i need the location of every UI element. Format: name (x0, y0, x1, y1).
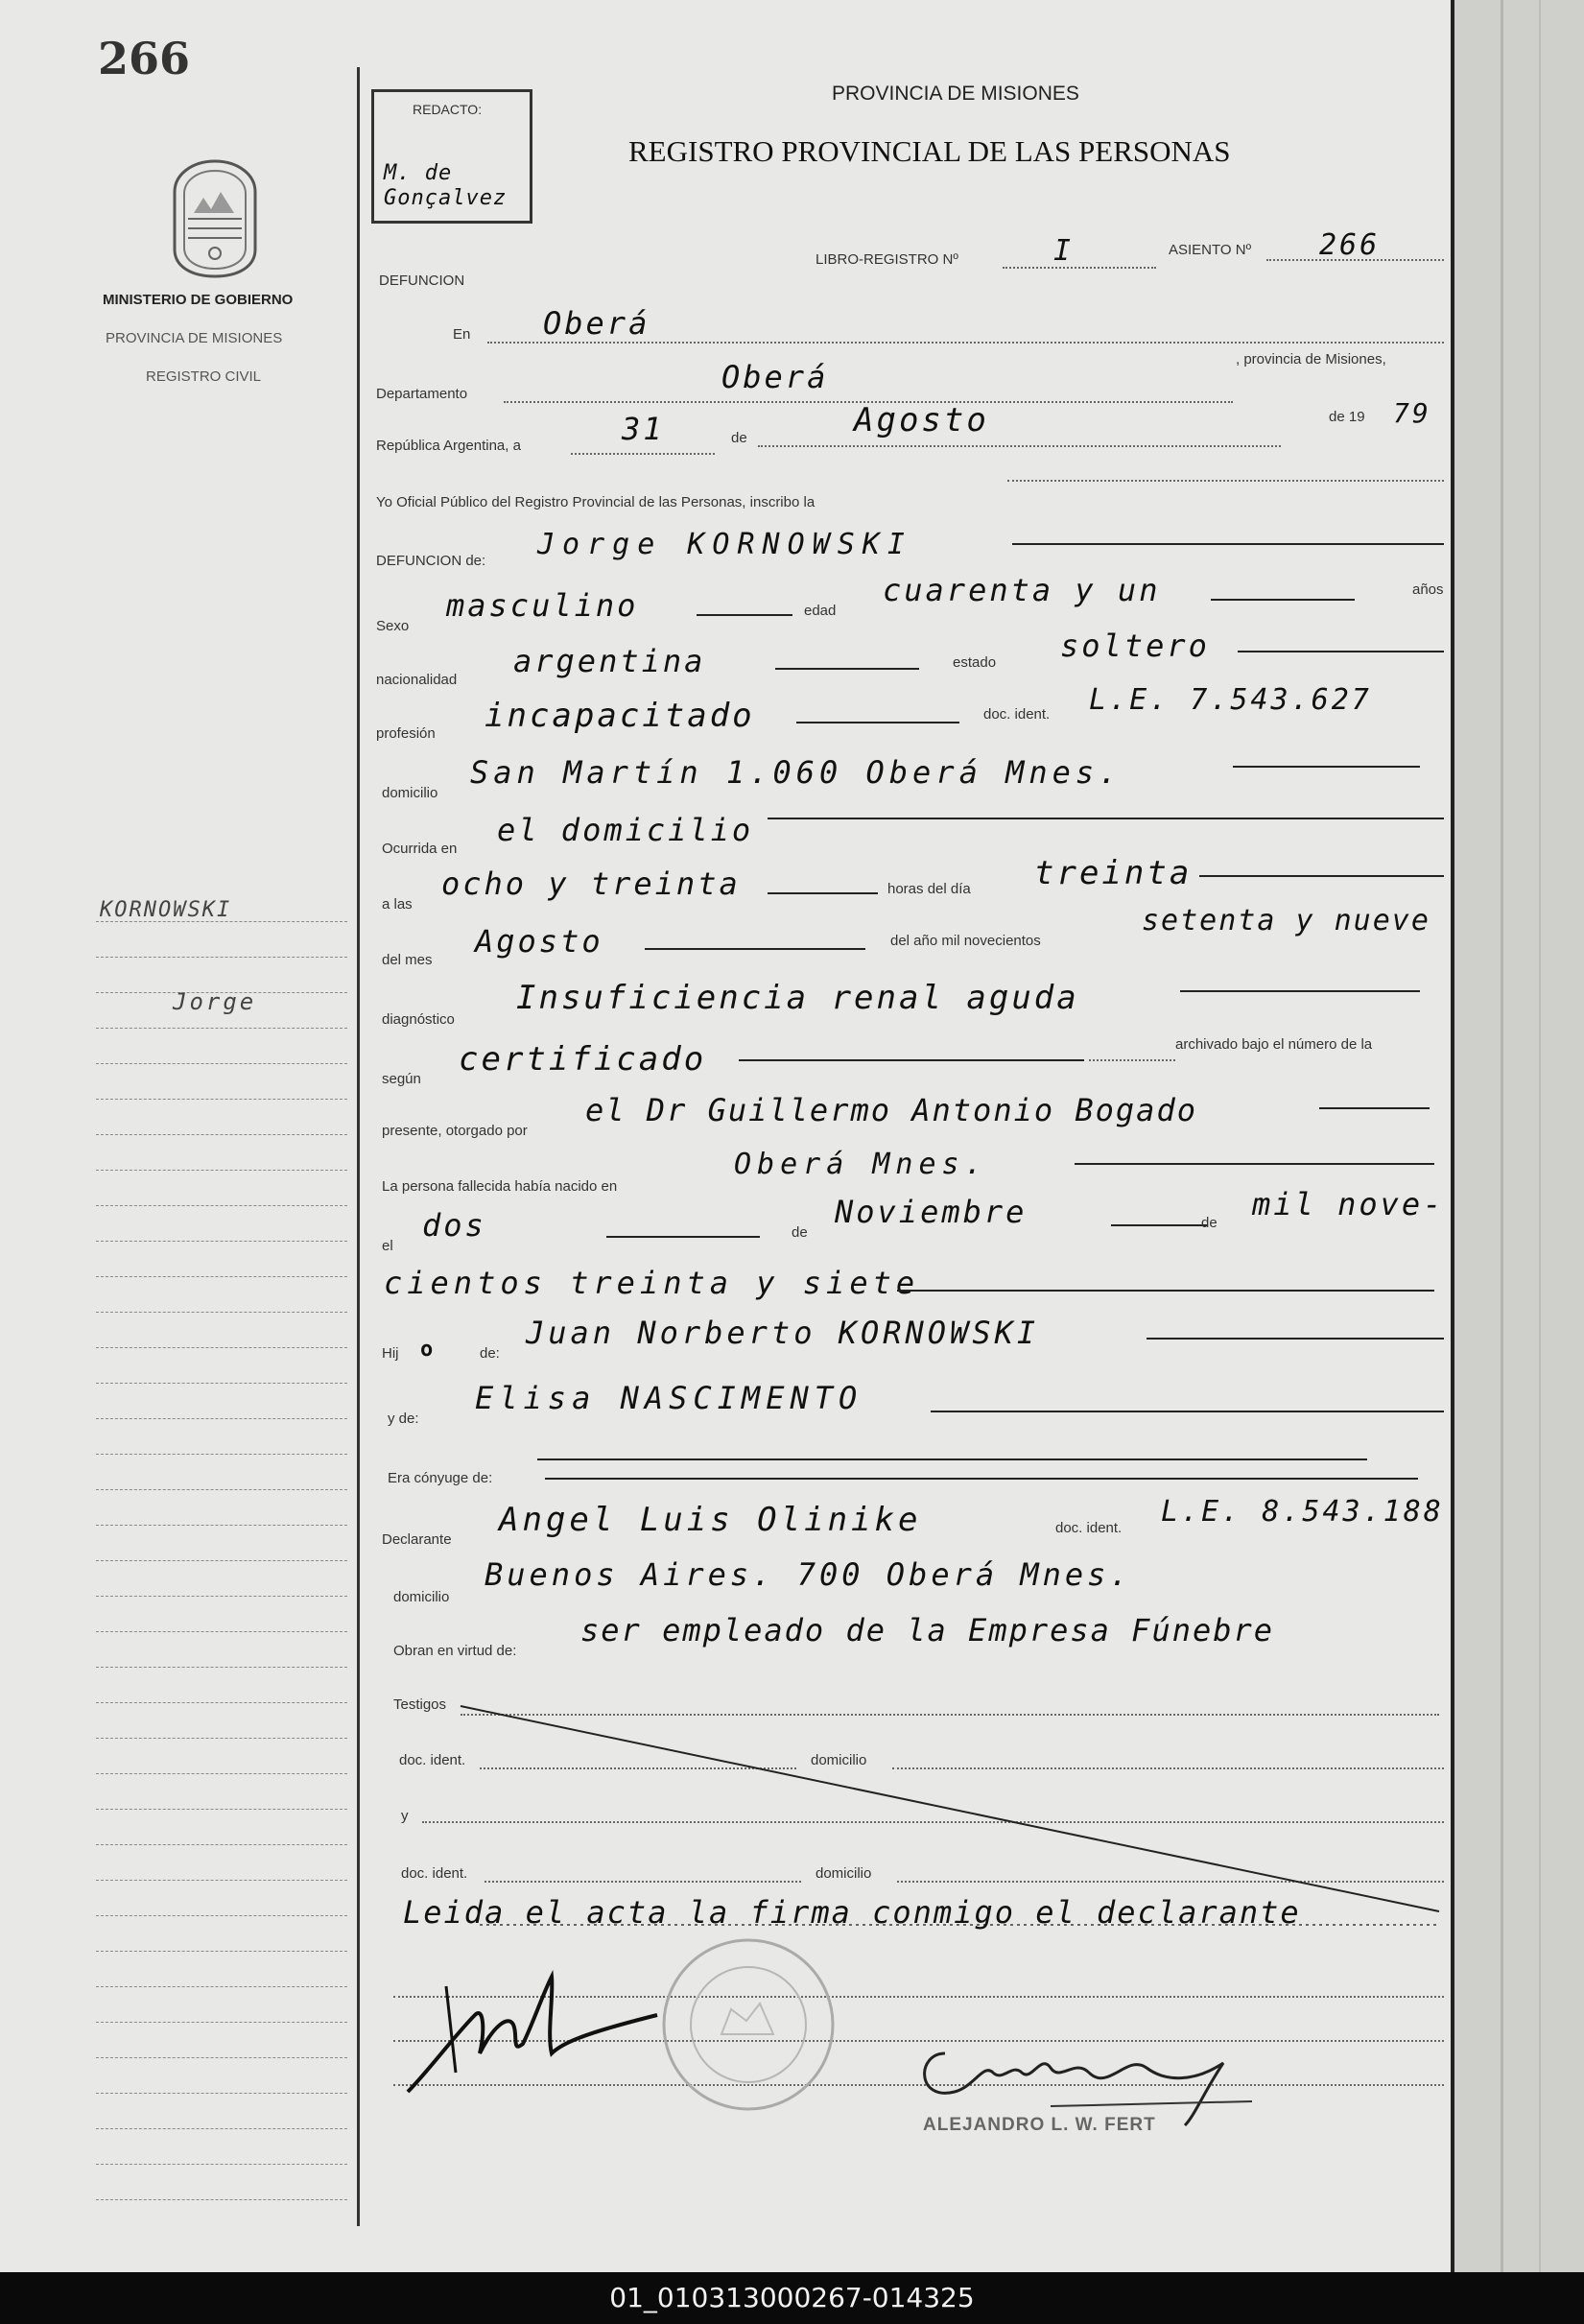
mes-label: del mes (382, 952, 433, 968)
doc-label: doc. ident. (983, 706, 1051, 723)
nacionalidad-label: nacionalidad (376, 672, 458, 688)
anio-value: setenta y nueve (1142, 904, 1430, 937)
doc2-label: doc. ident. (1055, 1520, 1123, 1536)
en-label: En (453, 326, 471, 343)
anos-label: años (1412, 581, 1444, 598)
diagnostico-label: diagnóstico (382, 1011, 455, 1028)
archivado-label: archivado bajo el número de la (1175, 1036, 1373, 1053)
hora-value: ocho y treinta (441, 866, 741, 902)
hijo-suffix: o (420, 1338, 437, 1362)
redacto-value: M. de Gonçalvez (384, 161, 508, 210)
month-value: Agosto (854, 401, 989, 439)
day-value: 31 (622, 411, 665, 447)
nacimiento-anio-cont: cientos treinta y siete (384, 1265, 920, 1301)
profesion-label: profesión (376, 725, 436, 742)
hijo-de-label: de: (480, 1345, 500, 1362)
provincia-suffix: , provincia de Misiones, (1236, 351, 1386, 368)
padre-value: Juan Norberto KORNOWSKI (526, 1315, 1040, 1351)
next-page-edge (1451, 0, 1584, 2272)
doc-value: L.E. 7.543.627 (1089, 683, 1372, 717)
declarant-signature (389, 1957, 667, 2101)
mes-value: Agosto (475, 923, 603, 960)
year-value: 79 (1393, 397, 1431, 429)
segun-label: según (382, 1071, 421, 1087)
madre-label: y de: (388, 1411, 419, 1427)
obran-value: ser empleado de la Empresa Fúnebre (580, 1612, 1275, 1648)
departamento-label: Departamento (376, 386, 468, 402)
official-stamp-name: ALEJANDRO L. W. FERT (923, 2115, 1156, 2135)
asiento-value: 266 (1319, 228, 1381, 262)
profesion-value: incapacitado (485, 697, 755, 735)
nacimiento-dia-value: dos (422, 1207, 486, 1244)
year-prefix: de 19 (1329, 409, 1365, 425)
nacido-label: La persona fallecida había nacido en (382, 1178, 618, 1195)
declarante-label: Declarante (382, 1531, 452, 1548)
anio-label: del año mil novecientos (890, 933, 1041, 949)
dia-value: treinta (1034, 854, 1193, 892)
republica-label: República Argentina, a (376, 438, 521, 454)
margin-given-name: Jorge (173, 988, 257, 1015)
margin-surname: KORNOWSKI (100, 898, 232, 922)
redacto-label: REDACTO: (413, 102, 483, 117)
diagnostico-value: Insuficiencia renal aguda (516, 979, 1079, 1017)
record-type-label: DEFUNCION (379, 273, 465, 289)
declarante-doc-value: L.E. 8.543.188 (1161, 1495, 1444, 1529)
doc4-label: doc. ident. (401, 1865, 468, 1882)
madre-value: Elisa NASCIMENTO (475, 1380, 863, 1416)
de-label: de (731, 430, 747, 446)
ocurrida-value: el domicilio (497, 812, 754, 848)
de2-label: de (792, 1224, 808, 1241)
ocurrida-label: Ocurrida en (382, 841, 458, 857)
medico-value: el Dr Guillermo Antonio Bogado (585, 1092, 1197, 1128)
nacimiento-anio-value: mil nove- (1252, 1186, 1445, 1222)
asiento-label: ASIENTO Nº (1169, 242, 1252, 258)
oficial-statement: Yo Oficial Público del Registro Provincial de las Personas, inscribo la (376, 494, 816, 510)
y-label: y (401, 1808, 409, 1824)
domicilio-label: domicilio (382, 785, 438, 801)
image-id-footer: 01_010313000267-014325 (0, 2272, 1584, 2324)
libro-label: LIBRO-REGISTRO Nº (816, 251, 958, 268)
declarante-domicilio-value: Buenos Aires. 700 Oberá Mnes. (485, 1556, 1132, 1593)
sexo-value: masculino (446, 587, 639, 624)
el-label: el (382, 1238, 393, 1254)
defuncion-label: DEFUNCION de: (376, 553, 486, 569)
header-province: PROVINCIA DE MISIONES (832, 83, 1079, 105)
domicilio2-label: domicilio (393, 1589, 450, 1605)
deceased-name: Jorge KORNOWSKI (537, 528, 912, 561)
estado-label: estado (953, 654, 997, 671)
presente-label: presente, otorgado por (382, 1123, 528, 1139)
sexo-label: Sexo (376, 618, 410, 634)
domicilio3-label: domicilio (811, 1752, 867, 1768)
segun-value: certificado (459, 1040, 707, 1079)
conyuge-label: Era cónyuge de: (388, 1470, 493, 1486)
page-number: 266 (98, 33, 191, 84)
declarante-value: Angel Luis Olinike (499, 1501, 922, 1539)
ministry-name: MINISTERIO DE GOBIERNO (103, 292, 294, 308)
sidebar-province: PROVINCIA DE MISIONES (106, 330, 283, 346)
document-title: REGISTRO PROVINCIAL DE LAS PERSONAS (628, 134, 1231, 168)
lugar-value: Oberá (543, 305, 650, 342)
estado-value: soltero (1060, 628, 1210, 664)
domicilio-value: San Martín 1.060 Oberá Mnes. (470, 754, 1123, 791)
nacimiento-mes-value: Noviembre (835, 1194, 1028, 1230)
domicilio4-label: domicilio (816, 1865, 872, 1882)
hijo-label: Hij (382, 1345, 399, 1362)
nacido-value: Oberá Mnes. (734, 1148, 988, 1181)
doc3-label: doc. ident. (399, 1752, 466, 1768)
sidebar-office: REGISTRO CIVIL (146, 368, 262, 385)
alas-label: a las (382, 896, 413, 913)
obran-label: Obran en virtud de: (393, 1643, 517, 1659)
libro-value: I (1053, 234, 1075, 268)
official-seal-icon (652, 1929, 844, 2121)
edad-label: edad (804, 603, 837, 619)
departamento-value: Oberá (721, 359, 829, 395)
edad-value: cuarenta y un (883, 572, 1161, 608)
nacionalidad-value: argentina (513, 643, 706, 679)
de3-label: de (1201, 1215, 1218, 1231)
testigos-label: Testigos (393, 1696, 447, 1713)
horas-label: horas del día (887, 881, 971, 897)
leida-statement: Leida el acta la firma conmigo el declarante (403, 1894, 1301, 1931)
